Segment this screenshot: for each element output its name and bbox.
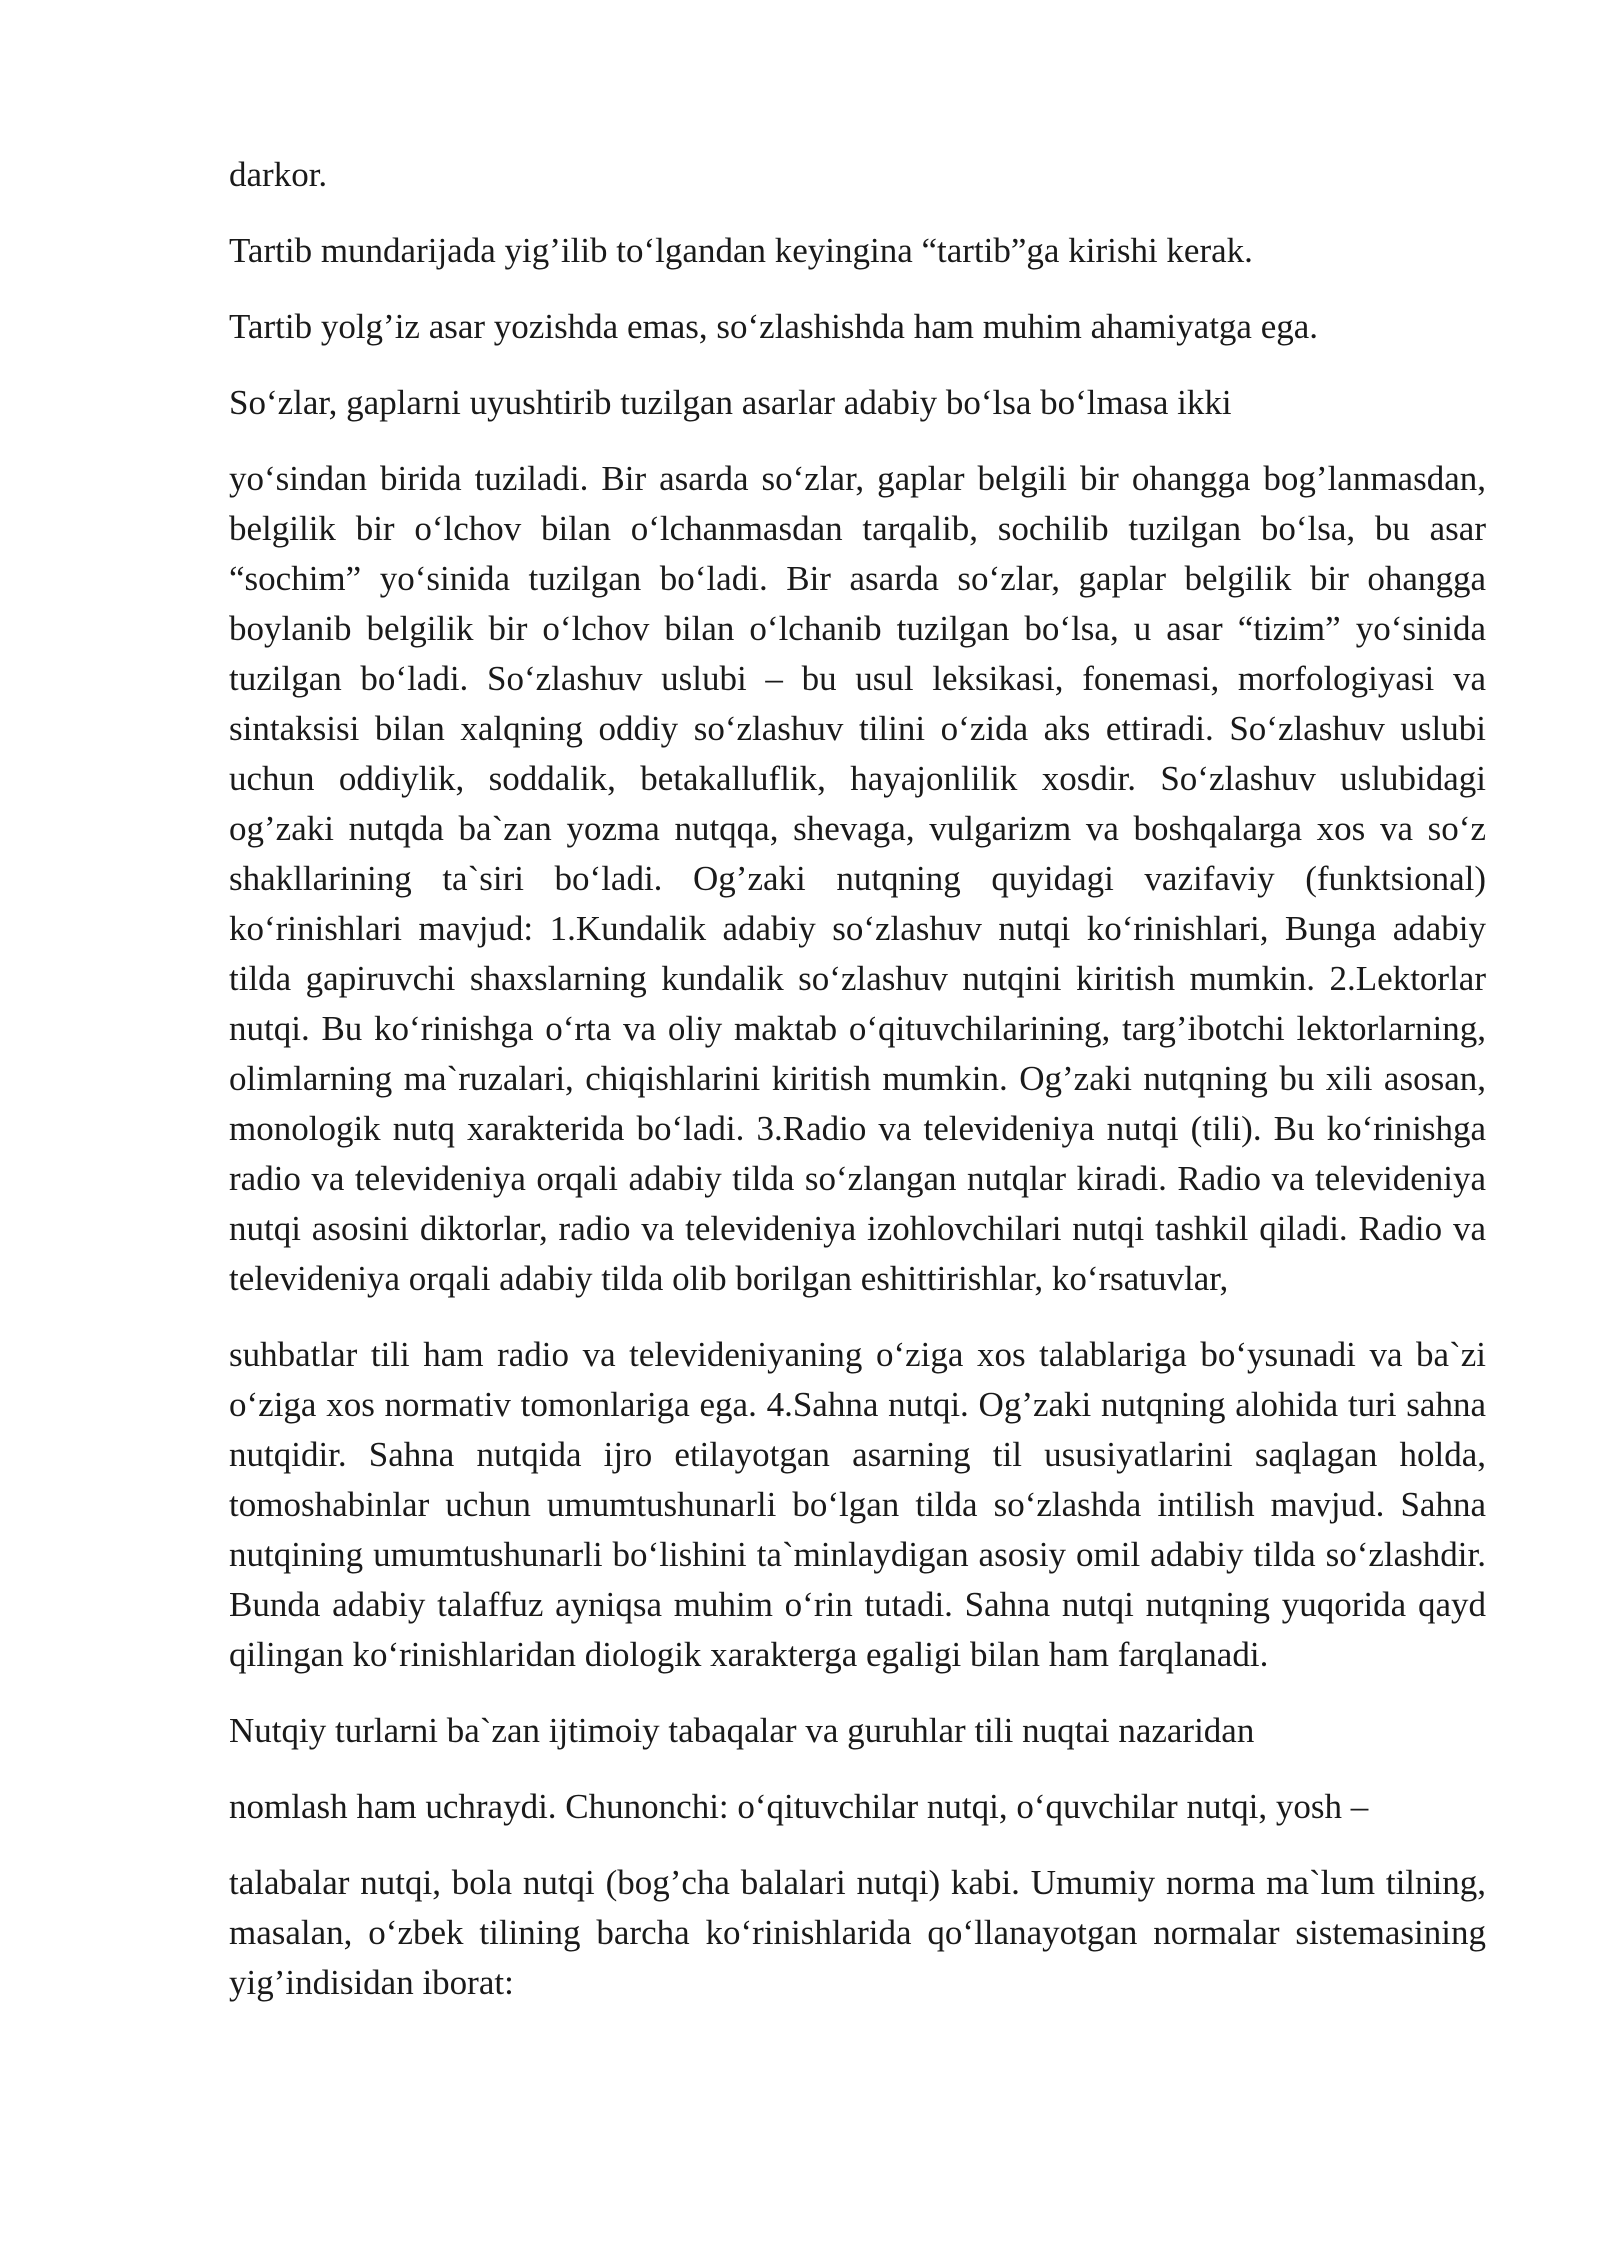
paragraph-darkor: darkor. [229,155,328,194]
paragraph-nomlash: nomlash ham uchraydi. Chunonchi: o‘qituvchilar nutqi, o‘quvchilar nutqi, yosh – [229,1787,1369,1826]
paragraph-tartib-mundarija: Tartib mundarijada yig’ilib to‘lgandan keyingina “tartib”ga kirishi kerak. [229,231,1253,270]
paragraph-nutqiy-turlar: Nutqiy turlarni ba`zan ijtimoiy tabaqalar va guruhlar tili nuqtai nazaridan [229,1711,1255,1750]
paragraph-sozlar-gaplar: So‘zlar, gaplarni uyushtirib tuzilgan asarlar adabiy bo‘lsa bo‘lmasa ikki [229,383,1232,422]
paragraph-tartib-yolgiz: Tartib yolg’iz asar yozishda emas, so‘zlashishda ham muhim ahamiyatga ega. [229,307,1319,346]
paragraph-talabalar: talabalar nutqi, bola nutqi (bog’cha balalari nutqi) kabi. Umumiy norma ma`lum tilning, masalan, o‘zbek tilining barcha ko‘rinishlarida qo‘llanayotgan normalar sistemasining yig’indisidan iborat: [229,1863,1486,2002]
paragraph-suhbatlar: suhbatlar tili ham radio va televideniyaning o‘ziga xos talablariga bo‘ysunadi va ba`zi o‘ziga xos normativ tomonlariga ega. 4.Sahna nutqi. Og’zaki nutqning alohida turi sahna nutqidir. Sahna nutqida ijro etilayotgan asarning til ususiyatlarini saqlagan holda, tomoshabinlar uchun umumtushunarli bo‘lgan tilda so‘zlashda intilish mavjud. Sahna nutqining umumtushunarli bo‘lishini ta`minlaydigan asosiy omil adabiy tilda so‘zlashdir. Bunda adabiy talaffuz ayniqsa muhim o‘rin tutadi. Sahna nutqi nutqning yuqorida qayd qilingan ko‘rinishlaridan diologik xarakterga egaligi bilan ham farqlanadi. [229,1335,1486,1674]
document-page [229,150,1486,2034]
paragraph-yosindan: yo‘sindan biridа tuziladi. Bir asarda so‘zlar, gaplar belgili bir ohangga bog’lanmasdan, belgilik bir o‘lchov bilan o‘lchanmasdan tarqalib, sochilib tuzilgan bo‘lsa, bu asar “sochim” yo‘sinida tuzilgan bo‘ladi. Bir asarda so‘zlar, gaplar belgilik bir ohangga boylanib belgilik bir o‘lchov bilan o‘lchanib tuzilgan bo‘lsa, u asar “tizim” yo‘sinida tuzilgan bo‘ladi. So‘zlashuv uslubi – bu usul leksikasi, fonemasi, morfologiyasi va sintaksisi bilan xalqning oddiy so‘zlashuv tilini o‘zida aks ettiradi. So‘zlashuv uslubi uchun oddiylik, soddalik, betakalluflik, hayajonlilik xosdir. So‘zlashuv uslubidagi og’zaki nutqda ba`zan yozma nutqqa, shevaga, vulgarizm va boshqalarga xos va so‘z shakllarining ta`siri bo‘ladi. Og’zaki nutqning quyidagi vazifaviy (funktsional) ko‘rinishlari mavjud: 1.Kundalik adabiy so‘zlashuv nutqi ko‘rinishlari, Bunga adabiy tilda gapiruvchi shaxslarning kundalik so‘zlashuv nutqini kiritish mumkin. 2.Lektorlar nutqi. Bu ko‘rinishga o‘rta va oliy maktab o‘qituvchilarining, targ’ibotchi lektorlarning, olimlarning ma`ruzalari, chiqishlarini kiritish mumkin. Og’zaki nutqning bu xili asosan, monologik nutq xarakterida bo‘ladi. 3.Radio va televideniya nutqi (tili). Bu ko‘rinishga radio va televideniya orqali adabiy tilda so‘zlangan nutqlar kiradi. Radio va televideniya nutqi asosini diktorlar, radio va televideniya izohlovchilari nutqi tashkil qiladi. Radio va televideniya orqali adabiy tilda olib borilgan eshittirishlar, ko‘rsatuvlar, [229,459,1486,1298]
